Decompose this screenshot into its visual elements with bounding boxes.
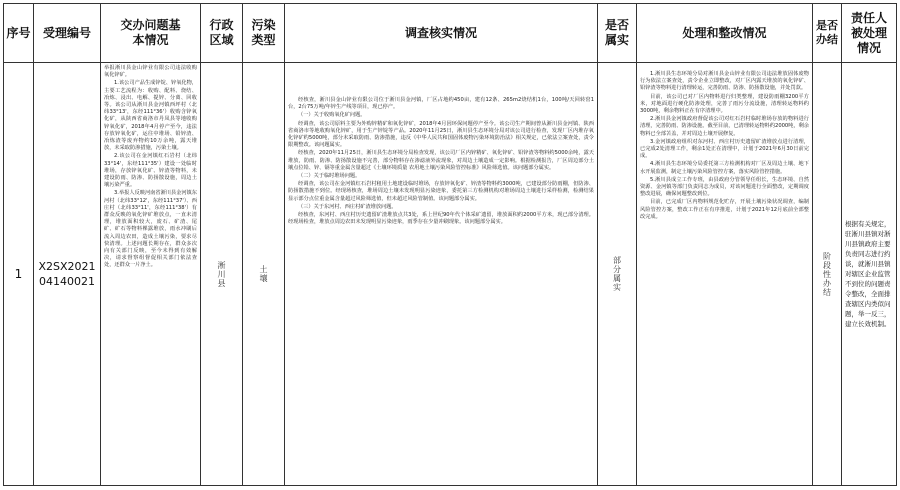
handling-para: 目前，已完成厂区内物料规范化贮存，开展土壤污染状况调查，编制风险管控方案，整改工作正在有序推进，计划于2021年12月底前全部整改完成。 [640,199,809,220]
basic-para: 举报淅川县金山锌业有限公司违法收购氧化锌矿。 [104,65,197,79]
handling-para: 目前，该公司已对厂区内物料进行归类整理，建设防雨棚3200平方米，对地面进行硬化防渗处理，完善了雨污分流设施，清理转运物料约3000吨，剩余物料正在有序清理中。 [640,93,809,115]
row-handling-cell [637,63,813,486]
verify-para: 经核查，2020年11月25日，淅川县生态环境分局检查发现，该公司厂区内锌精矿、氧化锌矿、铅锌渣等物料约5000余吨，露天堆放，防雨、防渗、防扬散设施不完善，部分物料存在渗滤液外流现象，对周边土壤造成一定影响。根据检测报告，厂区周边部分土壤点位铅、锌、镉等重金属含量超过《土壤环境质量 农用地土壤污染风险管控标准》风险筛选值。该问题部分属实。 [288,150,594,171]
verify-para: 经调查，该公司在金河镇红石岩村租用土地建设临时堆场，存放锌氧化矿、锌渣等物料约3000吨，已建设部分防雨棚，但防渗、防扬散措施不到位。经现场核查，堆场周边土壤未发现明显污染迹象，委托第三方检测机构对堆场周边土壤进行采样检测，检测结果显示部分点位重金属含量超过风险筛选值，但未超过风险管制值。该问题部分属实。 [288,181,594,202]
handling-para: 1.淅川县生态环境分局对淅川县金山锌业有限公司违法堆放固体废物行为依法立案查处，责令企业立即整改，对厂区内露天堆放的氧化锌矿、铅锌渣等物料进行清理转运，完善防雨、防渗、防扬散设施，并处罚款。 [640,71,809,92]
row-basic-cell [101,63,201,486]
header-area: 行政区域 [201,4,243,63]
row-verify-cell [285,63,598,486]
row-id-cell [34,63,101,486]
row-type: 土壤 [259,265,268,283]
row-closed-cell [813,63,842,486]
row-responsible-cell [842,63,897,486]
verify-para: 经调查，该公司原料主要为外购锌精矿和氧化锌矿，2018年4月因环保问题停产至今。该公司生产期间曾从淅川县金河镇、陕西省商洛市等地收购氧化锌矿，用于生产锌锭等产品。2020年11月25日，淅川县生态环境分局对该公司进行检查，发现厂区内堆存氧化锌矿约5000吨，部分未采取防雨、防渗措施，违反《中华人民共和国固体废物污染环境防治法》相关规定，已依法立案查处，责令限期整改。该问题属实。 [288,120,594,149]
handling-para: 5.淅川县成立工作专班，由县政府分管领导任组长，生态环境、自然资源、金河镇等部门负责同志为成员，对该问题进行全面整改，定期调度整改进展，确保问题整改到位。 [640,176,809,198]
basic-para: 1.该公司产品生成锌锭、锌氧化物，主要工艺流程为：收购、配料、烧结、冶炼、浸出、电解、提锌、分离、回收等。该公司从淅川县金河镇西坪村（北纬33°13'，东经111°36'）收购含锌氧化矿，从陕西省商洛市丹凤县等地收购锌氧化矿，2018年4月停产至今，违法存放锌氧化矿，运往中堆场、铅锌渣、冶炼渣等废弃物约10万余吨，露天堆放，未采取防渗措施，污染土壤。 [104,80,197,152]
row-handling-text [637,63,812,485]
header-responsible: 责任人被处理情况 [842,4,897,63]
basic-para: 3.举报人反映河南省淅川县金河镇东河村（北纬33°12'，东经111°37'）、西庄村（北纬33°11'，东经111°38'）有群众反映的氧化锌矿堆放点，一直未清理，堆放面积较大，废石、矿渣、尾矿、矿石等物料裸露堆放，雨水冲刷后流入周边农田，造成土壤污染，要求尽快清理。上述问题长期存在，群众多次向有关部门反映，至今未得到有效解决，请求督察组督促相关部门依法查处，还群众一片净土。 [104,190,197,269]
row-is-true: 部分属实 [612,256,622,292]
row-closed: 阶段性办结 [822,251,832,297]
row-verify-text [285,63,597,485]
header-basic: 交办问题基本情况 [101,4,201,63]
table-row [4,63,897,486]
row-responsible: 根据有关规定，驻淅川县镇对淅川县镇政府主要负责同志进行约谈，就淅川县镇对辖区企业监管不到位的问题责令整改，全面排查辖区内类似问题，举一反三，建立长效机制。 [845,220,891,328]
verify-para: 经核查，东河村、西庄村历史遗留矿渣堆放点共3处，系上世纪90年代个体采矿遗留，堆放面积约2000平方米，现已部分清理。经现场检查，堆放点周边农田未发现明显污染迹象，雨季存在少量冲刷现象。该问题部分属实。 [288,212,594,226]
row-area-cell [201,63,243,486]
row-is-true-cell [598,63,637,486]
header-is-true: 是否属实 [598,4,637,63]
petition-table [3,3,897,486]
verify-para: 经核查，淅川县金山锌业有限公司位于淅川县金河镇，厂区占地约450亩，建有12条、265m2烧结机1台，100吨/天回转窑1台，2台75万吨/年锌生产线等项目，现已停产。 [288,97,594,111]
handling-para: 2.淅川县金河镇政府督促该公司对红石岩村临时堆场存放的物料进行清理，完善防雨、防渗设施。截至目前，已清理转运物料约2000吨，剩余物料已全部苫盖，并对周边土壤开展修复。 [640,116,809,137]
handling-para: 3.金河镇政府组织对东河村、西庄村历史遗留矿渣堆放点进行清理，已完成2处清理工作，剩余1处正在清理中，计划于2021年6月30日前完成。 [640,138,809,160]
header-type: 污染类型 [243,4,285,63]
handling-para: 4.淅川县生态环境分局委托第三方检测机构对厂区及周边土壤、地下水开展监测，制定土壤污染风险管控方案，落实风险管控措施。 [640,161,809,175]
header-seq: 序号 [4,4,34,63]
row-type-cell [243,63,285,486]
petition-table-sheet [3,3,896,486]
header-verify: 调查核实情况 [285,4,598,63]
verify-para: （二）关于临时堆场问题。 [298,173,361,180]
row-id: X2SX202104140021 [38,260,96,288]
header-id: 受理编号 [34,4,101,63]
header-row [4,4,897,63]
verify-para: （三）关于东河村、西庄村矿渣堆放问题。 [298,203,397,210]
verify-para: （一）关于收购氧化矿问题。 [298,112,366,119]
row-area: 淅川县 [217,260,226,288]
row-basic-text [101,63,200,485]
row-seq: 1 [4,63,34,486]
header-closed: 是否办结 [813,4,842,63]
header-handling: 处理和整改情况 [637,4,813,63]
basic-para: 2.该公司在金河镇红石岩村（北纬33°14'，东经111°35'）建设一处临时堆场，存放锌氧化矿、锌渣等物料，未建设防雨、防渗、防扬散设施，周边土壤污染严重。 [104,153,197,189]
